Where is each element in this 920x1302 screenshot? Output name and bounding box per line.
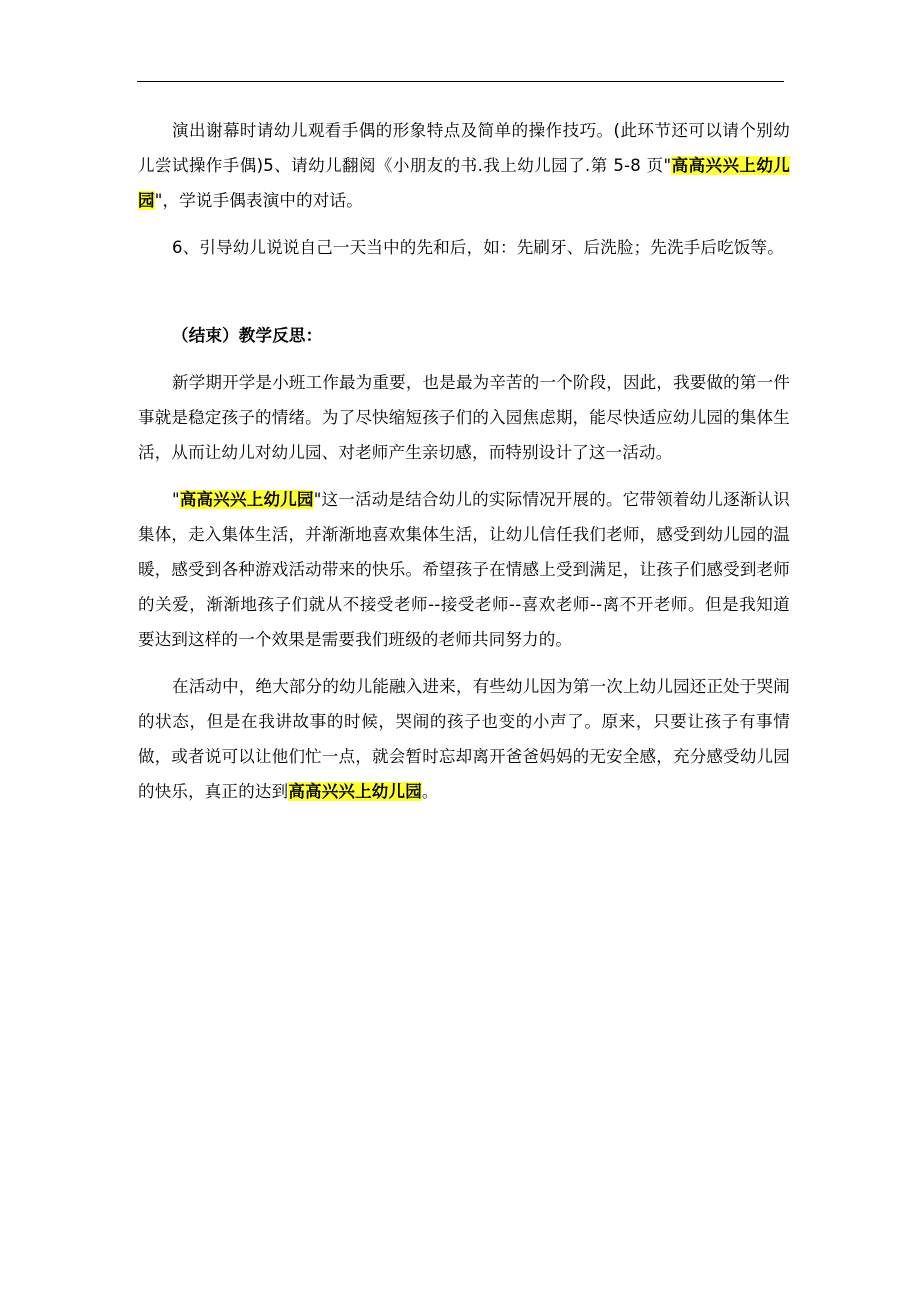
paragraph-text: 在活动中，绝大部分的幼儿能融入进来，有些幼儿因为第一次上幼儿园还正处于哭闹的状态，但是在我讲故事的时候，哭闹的孩子也变的小声了。原来，只要让孩子有事情做，或者说可以让他们忙一点，就会暂时忘却离开爸爸妈妈的无安全感，充分感受幼儿园的快乐，真正的达到 (138, 677, 790, 801)
spacer (138, 353, 790, 365)
paragraph-text: "，学说手偶表演中的对话。 (154, 191, 363, 210)
spacer (138, 265, 790, 318)
header-rule (137, 81, 784, 82)
paragraph-text: " (172, 490, 180, 509)
spacer (138, 470, 790, 482)
paragraph-text: 。 (421, 782, 439, 801)
spacer (138, 218, 790, 230)
paragraph-text: 演出谢幕时请幼儿观看手偶的形象特点及简单的操作技巧。(此环节还可以请个别幼儿尝试操作手偶)5、请幼儿翻阅《小朋友的书.我上幼儿园了.第 5-8 页" (138, 121, 790, 175)
highlighted-title: 高高兴兴上幼儿园 (179, 490, 314, 509)
paragraph-performance (138, 113, 790, 218)
section-heading-reflection: （结束）教学反思： (172, 326, 323, 345)
paragraph-reflection-3 (138, 669, 790, 809)
paragraph-reflection-2 (138, 482, 790, 657)
highlighted-title: 高高兴兴上幼儿园 (138, 156, 790, 210)
paragraph-text: "这一活动是结合幼儿的实际情况开展的。它带领着幼儿逐渐认识集体，走入集体生活，并渐渐地喜欢集体生活，让幼儿信任我们老师，感受到幼儿园的温暖，感受到各种游戏活动带来的快乐。希望孩子在情感上受到满足，让孩子们感受到老师的关爱，渐渐地孩子们就从不接受老师--接受老师--喜欢老师--离不开老师。但是我知道要达到这样的一个效果是需要我们班级的老师共同努力的。 (138, 490, 791, 649)
spacer (138, 657, 790, 669)
document-body (138, 113, 790, 809)
highlighted-title: 高高兴兴上幼儿园 (288, 782, 422, 801)
paragraph-step-6: 6、引导幼儿说说自己一天当中的先和后，如：先刷牙、后洗脸；先洗手后吃饭等。 (172, 238, 784, 257)
paragraph-reflection-1: 新学期开学是小班工作最为重要，也是最为辛苦的一个阶段，因此，我要做的第一件事就是稳定孩子的情绪。为了尽快缩短孩子们的入园焦虑期，能尽快适应幼儿园的集体生活，从而让幼儿对幼儿园、对老师产生亲切感，而特别设计了这一活动。 (138, 373, 790, 462)
